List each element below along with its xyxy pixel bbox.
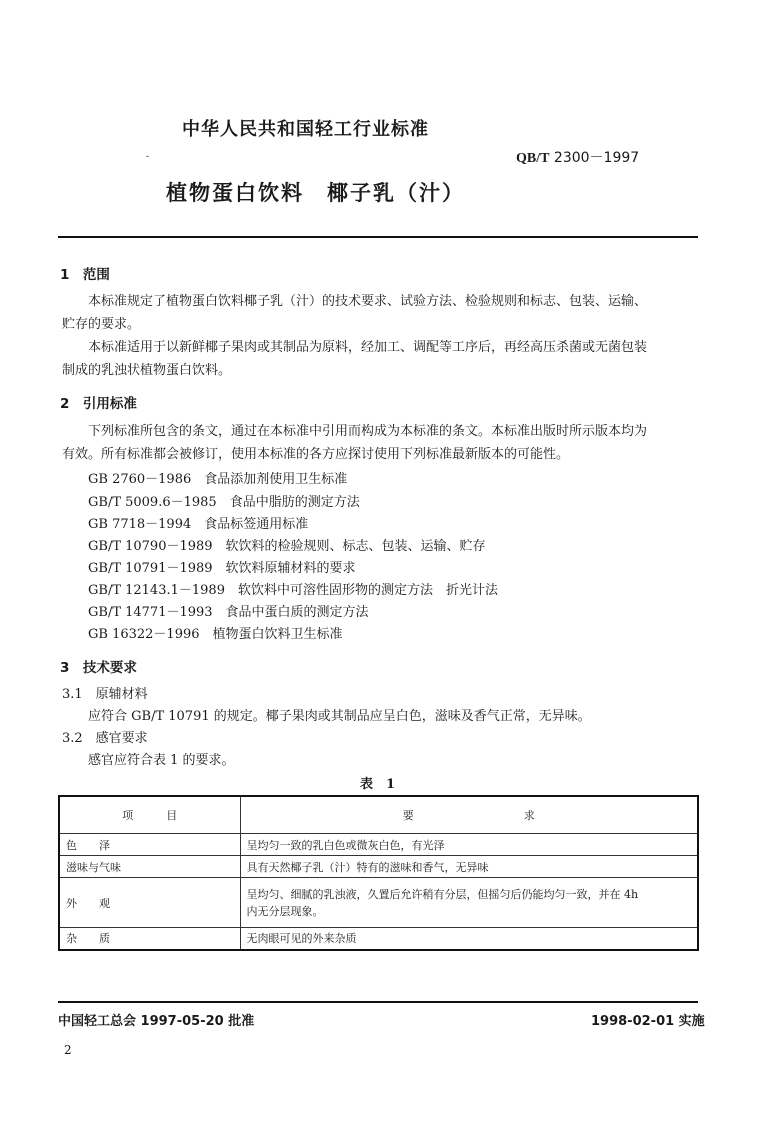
row-item: 杂 质 xyxy=(59,928,240,950)
section-1-para-2-line-2: 制成的乳浊状植物蛋白饮料。 xyxy=(62,363,232,378)
standard-code xyxy=(516,147,639,167)
section-2-para-line-1: 下列标准所包含的条文，通过在本标准中引用而构成为本标准的条文。本标准出版时所示版本均为 xyxy=(88,424,648,439)
reference-item: GB/T 12143.1－1989 软饮料中可溶性固形物的测定方法 折光计法 xyxy=(88,583,498,598)
reference-item: GB 2760－1986 食品添加剂使用卫生标准 xyxy=(88,472,348,487)
section-1-para-1-line-2: 贮存的要求。 xyxy=(62,317,141,332)
reference-item: GB 7718－1994 食品标签通用标准 xyxy=(88,517,309,532)
section-2-para-line-2: 有效。所有标准都会被修订，使用本标准的各方应探讨使用下列标准最新版本的可能性。 xyxy=(62,447,570,462)
reference-item: GB/T 10790－1989 软饮料的检验规则、标志、包装、运输、贮存 xyxy=(88,539,486,554)
section-3-1-text: 应符合 GB/T 10791 的规定。椰子果肉或其制品应呈白色，滋味及香气正常，无异味。 xyxy=(88,709,591,724)
reference-item: GB/T 14771－1993 食品中蛋白质的测定方法 xyxy=(88,605,369,620)
approval-date: 中国轻工总会 1997-05-20 批准 xyxy=(58,1014,255,1029)
column-header-requirement: 要 求 xyxy=(240,796,698,834)
row-requirement-line-2: 内无分层现象。 xyxy=(246,904,324,918)
section-3-heading: 3 技术要求 xyxy=(60,660,137,676)
row-requirement: 无肉眼可见的外来杂质 xyxy=(240,928,698,950)
row-item: 外 观 xyxy=(59,878,240,928)
section-3-1-heading: 3.1 原辅材料 xyxy=(62,687,148,702)
reference-item: GB/T 5009.6－1985 食品中脂肪的测定方法 xyxy=(88,495,360,510)
row-requirement xyxy=(240,878,698,928)
column-header-item: 项 目 xyxy=(59,796,240,834)
section-3-2-heading: 3.2 感官要求 xyxy=(62,731,148,746)
table-header-row xyxy=(59,796,698,834)
row-requirement: 具有天然椰子乳（汁）特有的滋味和香气，无异味 xyxy=(240,856,698,878)
row-item: 滋味与气味 xyxy=(59,856,240,878)
section-3-2-text: 感官应符合表 1 的要求。 xyxy=(88,753,235,768)
reference-item: GB 16322－1996 植物蛋白饮料卫生标准 xyxy=(88,627,343,642)
section-1-heading: 1 范围 xyxy=(60,267,110,283)
table-row xyxy=(59,856,698,878)
page-number: 2 xyxy=(64,1043,72,1057)
table-row xyxy=(59,928,698,950)
table-row xyxy=(59,878,698,928)
row-requirement-line-1: 呈均匀、细腻的乳浊液，久置后允许稍有分层，但摇匀后仍能均匀一致，并在 4h xyxy=(246,887,639,901)
stray-mark: - xyxy=(146,152,150,162)
footer-divider xyxy=(58,1001,698,1003)
section-1-para-1-line-1: 本标准规定了植物蛋白饮料椰子乳（汁）的技术要求、试验方法、检验规则和标志、包装、运输、 xyxy=(88,294,648,309)
document-title: 植物蛋白饮料 椰子乳（汁） xyxy=(166,181,465,205)
section-2-heading: 2 引用标准 xyxy=(60,396,137,412)
row-item: 色 泽 xyxy=(59,834,240,856)
row-requirement: 呈均匀一致的乳白色或微灰白色，有光泽 xyxy=(240,834,698,856)
sensory-requirements-table xyxy=(58,795,699,951)
section-1-para-2-line-1: 本标准适用于以新鲜椰子果肉或其制品为原料，经加工、调配等工序后，再经高压杀菌或无菌包装 xyxy=(88,340,648,355)
reference-item: GB/T 10791－1989 软饮料原辅材料的要求 xyxy=(88,561,356,576)
implementation-date: 1998-02-01 实施 xyxy=(591,1014,705,1029)
standard-code-prefix: QB/T xyxy=(516,151,550,166)
industry-standard-heading: 中华人民共和国轻工行业标准 xyxy=(182,119,429,140)
table-caption: 表 1 xyxy=(360,777,396,792)
standard-code-number: 2300－1997 xyxy=(553,150,640,166)
header-divider xyxy=(58,236,698,238)
table-row xyxy=(59,834,698,856)
